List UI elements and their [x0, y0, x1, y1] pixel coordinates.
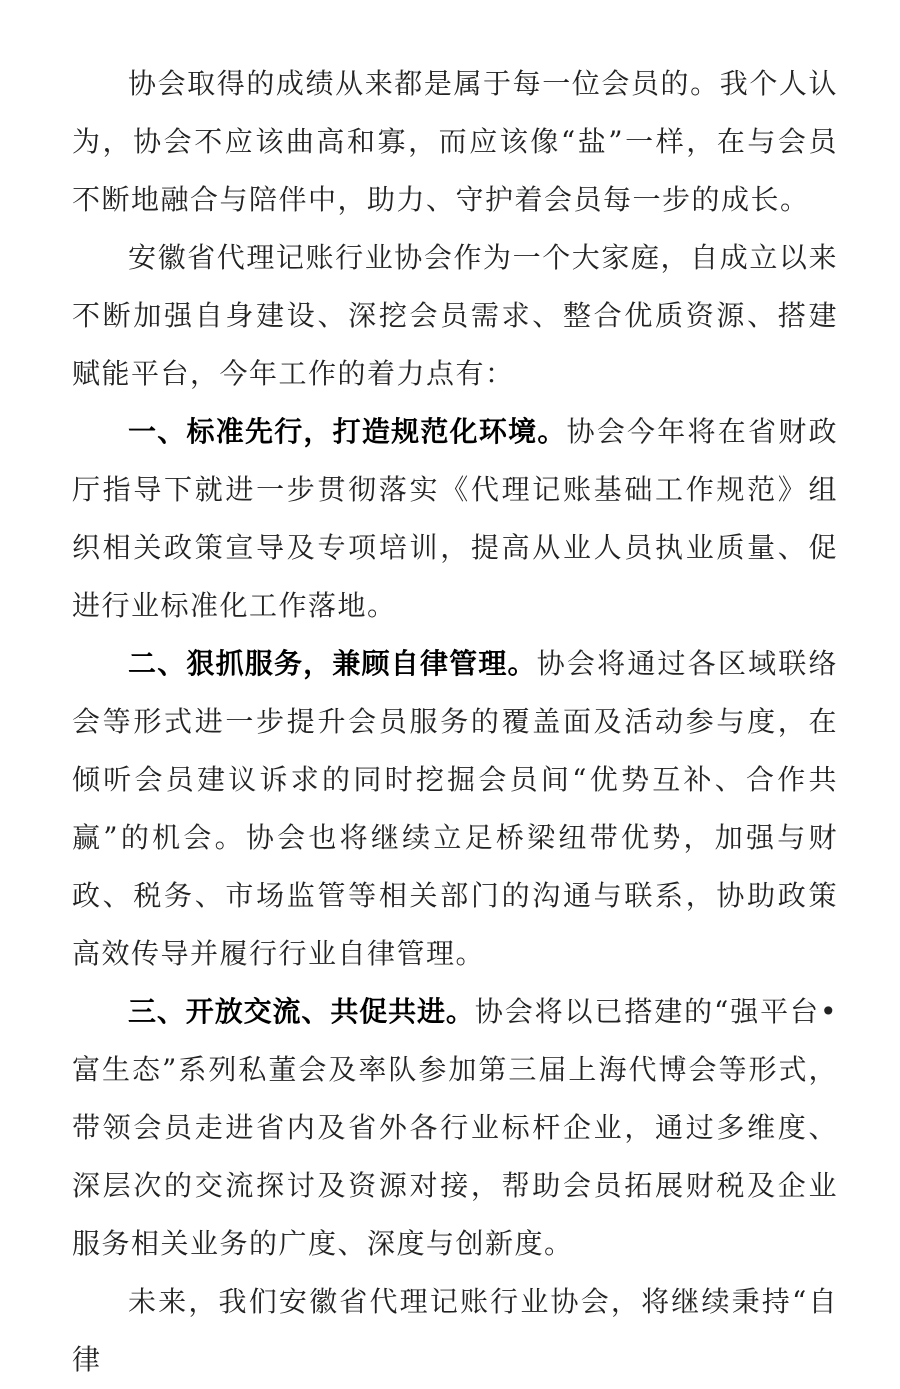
paragraph-text: 未来，我们安徽省代理记账行业协会，将继续秉持“自律 [72, 1285, 838, 1376]
paragraph-open-exchange [72, 983, 838, 1273]
paragraph-text: 安徽省代理记账行业协会作为一个大家庭，自成立以来不断加强自身建设、深挖会员需求、整合优质资源、搭建赋能平台，今年工作的着力点有： [72, 241, 838, 390]
document-page [72, 55, 838, 1389]
section-heading-exchange: 三、开放交流、共促共进。 [128, 995, 475, 1028]
paragraph-text: 协会取得的成绩从来都是属于每一位会员的。我个人认为，协会不应该曲高和寡，而应该像“盐”一样，在与会员不断地融合与陪伴中，助力、守护着会员每一步的成长。 [72, 67, 838, 216]
paragraph-service-management [72, 635, 838, 983]
paragraph-standards-first [72, 403, 838, 635]
paragraph-member-achievements [72, 55, 838, 229]
paragraph-text: 协会今年将在省财政厅指导下就进一步贯彻落实《代理记账基础工作规范》组织相关政策宣导及专项培训，提高从业人员执业质量、促进行业标准化工作落地。 [72, 415, 838, 622]
paragraph-text: 协会将通过各区域联络会等形式进一步提升会员服务的覆盖面及活动参与度，在倾听会员建议诉求的同时挖掘会员间“优势互补、合作共赢”的机会。协会也将继续立足桥梁纽带优势，加强与财政、税务、市场监管等相关部门的沟通与联系，协助政策高效传导并履行行业自律管理。 [72, 647, 838, 970]
paragraph-association-intro [72, 229, 838, 403]
section-heading-service: 二、狠抓服务，兼顾自律管理。 [128, 647, 537, 680]
paragraph-future [72, 1273, 838, 1389]
paragraph-text: 协会将以已搭建的“强平台•富生态”系列私董会及率队参加第三届上海代博会等形式，带领会员走进省内及省外各行业标杆企业，通过多维度、深层次的交流探讨及资源对接，帮助会员拓展财税及企业服务相关业务的广度、深度与创新度。 [72, 995, 838, 1260]
section-heading-standards: 一、标准先行，打造规范化环境。 [128, 415, 567, 448]
